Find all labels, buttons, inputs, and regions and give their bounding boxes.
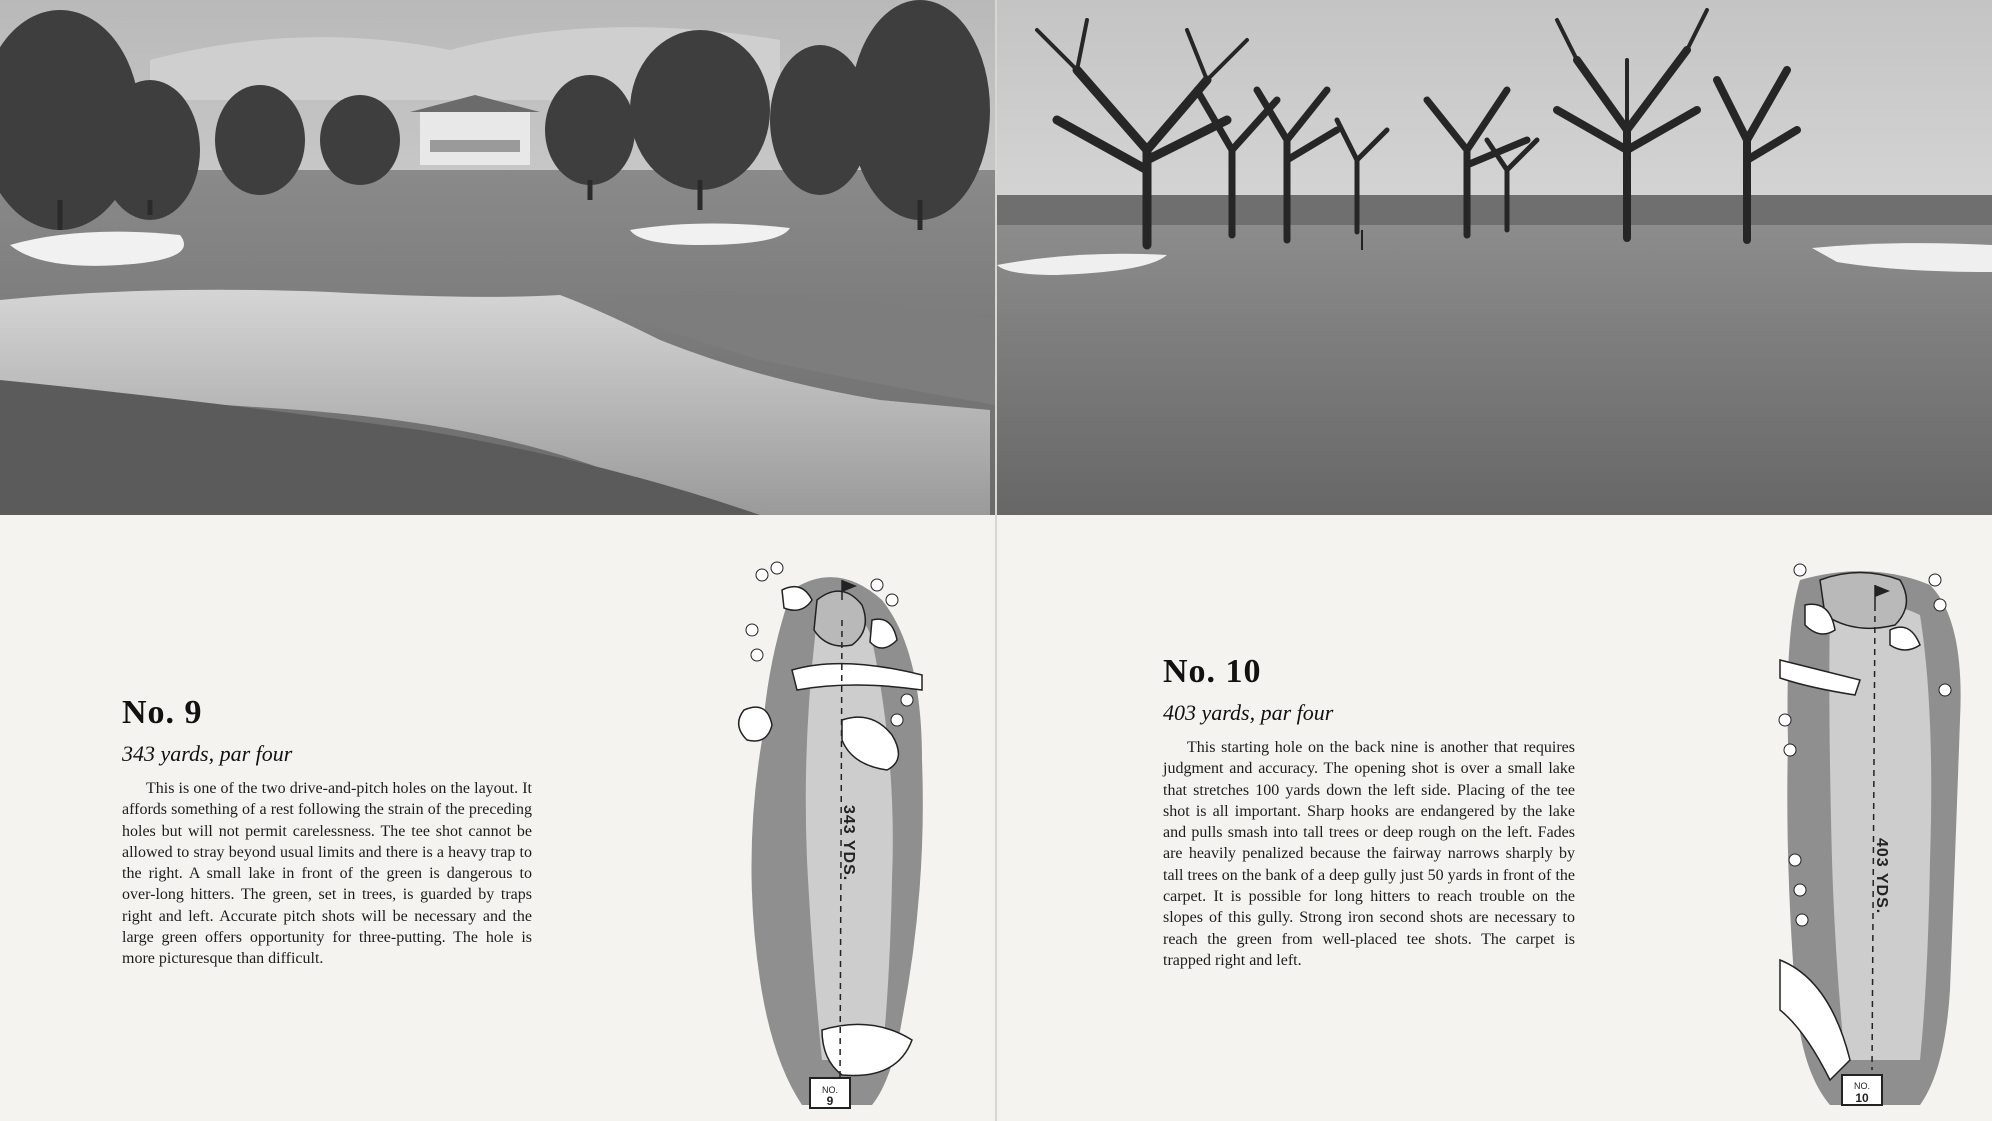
hole9-title: No. 9 [122,694,203,731]
hole10-map [1760,560,1980,1110]
hole10-map-distance: 403 YDS. [1873,838,1890,915]
hole9-tee-marker-number: 9 [826,1094,834,1108]
hole9-subtitle: 343 yards, par four [122,741,293,766]
hole10-tee-marker-label: NO. [1853,1081,1871,1091]
hole10-description: This starting hole on the back nine is another that requires judgment and accuracy. The opening shot is over a small lake that stretches 100 yards down the left side. Placing of the tee shot is all important. Sharp hooks are endangered by the lake and pulls smash into tall trees or deep rough on the left. Fades are heavily penalized because the fairway narrows sharply by tall trees on the bank of a deep gully just 50 yards in front of the carpet. It is possible for long hitters to reach trouble on the slopes of this gully. Strong iron second shots are necessary to reach the green from well-placed tee shots. The carpet is trapped right and left. [1163,739,1575,969]
hole10-title: No. 10 [1163,653,1262,690]
hole9-description: This is one of the two drive-and-pitch holes on the layout. It affords something of a rest following the strain of the preceding holes but will not permit carelessness. The tee shot cannot be allowed to stray beyond usual limits and there is a heavy trap to the right. A small lake in front of the green is dangerous to over-long hitters. The green, set in trees, is guarded by traps right and left. Accurate pitch shots will be necessary and the large green offers opportunity for three-putting. The hole is more picturesque than difficult. [122,780,532,968]
hole10-tee-marker-number: 10 [1855,1091,1869,1105]
hole9-map [722,560,952,1110]
hole10-subtitle: 403 yards, par four [1163,700,1334,725]
hole9-map-distance: 343 YDS. [840,805,857,882]
hole9-tee-marker-label: NO. [821,1085,839,1095]
hole10-photo [997,0,1992,515]
hole9-photo [0,0,995,515]
